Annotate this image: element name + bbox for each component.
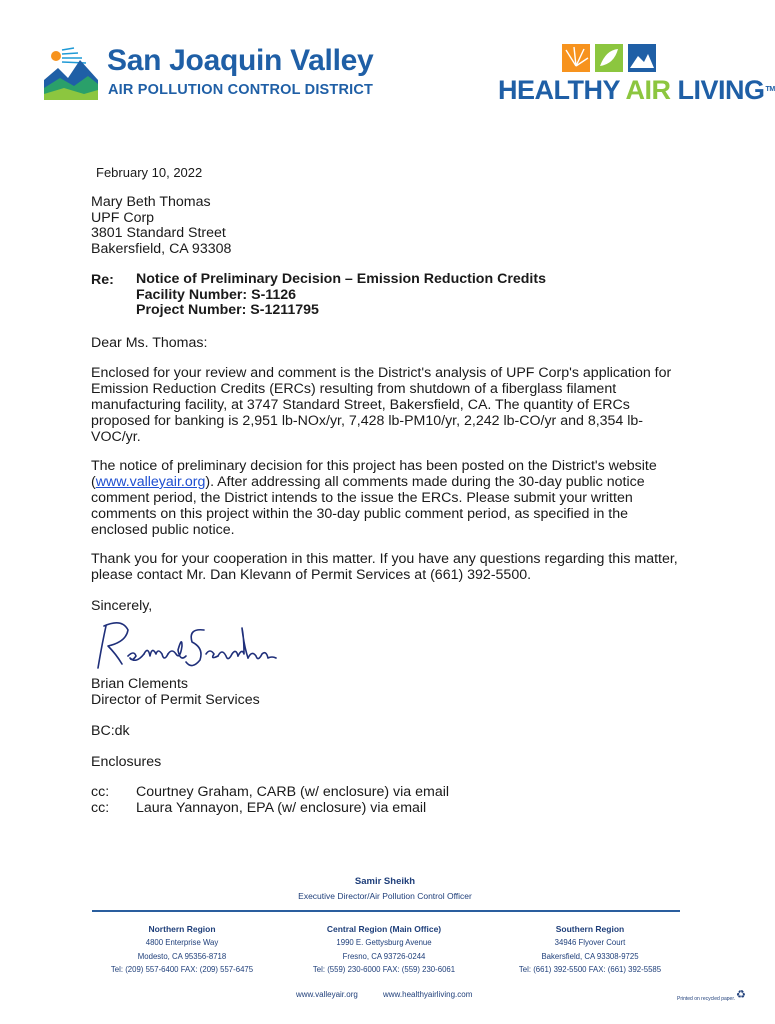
brand-word-healthy: HEALTHY <box>498 75 620 105</box>
region-address: 1990 E. Gettysburg Avenue <box>336 938 432 947</box>
website-valleyair[interactable]: www.valleyair.org <box>296 990 358 999</box>
brand-wordmark <box>498 76 775 104</box>
region-phone: Tel: (209) 557-6400 FAX: (209) 557-6475 <box>110 965 254 974</box>
recipient-line: Bakersfield, CA 93308 <box>91 241 232 258</box>
re-label: Re: <box>91 272 114 288</box>
recycled-paper-note: Printed on recycled paper. <box>677 996 736 1002</box>
executive-name: Samir Sheikh <box>354 876 416 887</box>
signer-title: Director of Permit Services <box>91 692 260 708</box>
brand-word-air: AIR <box>625 75 671 105</box>
paragraph-notice-text: ). After addressing all comments made during the 30-day public notice comment period, the District intends to the issue the ERCs. Please submit your written comments on this project within the 30-day public comment period, as specified in the enclosed public notice. <box>91 474 645 538</box>
handwritten-signature <box>92 616 282 676</box>
facility-number: Facility Number: S-1126 <box>136 286 297 303</box>
paragraph-contact: Thank you for your cooperation in this matter. If you have any questions regarding this matter, please contact Mr. Dan Klevann of Permit Services at (661) 392-5500. <box>91 551 678 583</box>
recipient-line: Mary Beth Thomas <box>91 194 211 210</box>
cc-recipient: Laura Yannayon, EPA (w/ enclosure) via email <box>136 799 427 816</box>
cc-label: cc: <box>91 799 110 816</box>
mountain-sun-icon <box>44 46 98 100</box>
region-name: Northern Region <box>148 924 216 934</box>
footer-divider <box>92 910 680 912</box>
recipient-line: 3801 Standard Street <box>91 225 226 242</box>
cc-label: cc: <box>91 784 110 800</box>
region-phone: Tel: (661) 392-5500 FAX: (661) 392-5585 <box>518 965 662 974</box>
district-logo <box>44 44 374 104</box>
paragraph-analysis: Enclosed for your review and comment is the District's analysis of UPF Corp's application for Emission Reduction Credits (ERCs) resulting from shutdown of a fiberglass filament manufacturing facility, at 3747 Standard Street, Bakersfield, CA. The quantity of ERCs proposed for banking is 2,951 lb-NOx/yr, 7,428 lb-PM10/yr, 2,242 lb-CO/yr and 8,354 lb-VOC/yr. <box>91 365 672 445</box>
district-subtitle: AIR POLLUTION CONTROL DISTRICT <box>108 82 374 98</box>
region-address: 4800 Enterprise Way <box>145 938 219 947</box>
cc-row <box>91 801 449 817</box>
brand-tiles-icon <box>562 44 658 72</box>
region-southern <box>490 923 690 977</box>
district-name: San Joaquin Valley <box>107 44 374 77</box>
paragraph-notice-text: The notice of preliminary decision for this project has been posted on the District's website ( <box>91 458 657 490</box>
region-name: Southern Region <box>555 924 625 934</box>
region-name: Central Region (Main Office) <box>326 924 442 934</box>
subject-block <box>136 272 546 319</box>
trademark: TM <box>765 86 775 93</box>
recipient-address <box>91 195 231 258</box>
region-phone: Tel: (559) 230-6000 FAX: (559) 230-6061 <box>312 965 456 974</box>
region-central <box>284 923 484 977</box>
website-healthyairliving[interactable]: www.healthyairliving.com <box>383 990 473 999</box>
closing: Sincerely, <box>91 598 153 614</box>
recipient-line: UPF Corp <box>91 209 155 226</box>
region-city: Fresno, CA 93726-0244 <box>342 951 426 961</box>
cc-row <box>91 785 449 801</box>
valleyair-link[interactable]: www.valleyair.org <box>95 474 206 490</box>
paragraph-notice <box>91 458 681 538</box>
letter-date: February 10, 2022 <box>96 165 203 180</box>
salutation: Dear Ms. Thomas: <box>91 335 208 351</box>
recycle-icon: ♻ <box>736 989 746 1001</box>
enclosures-note: Enclosures <box>91 754 162 770</box>
region-address: 34946 Flyover Court <box>554 938 626 947</box>
brand-word-living: LIVING <box>677 75 765 105</box>
subject-title: Notice of Preliminary Decision – Emission Reduction Credits <box>136 271 546 287</box>
cc-recipient: Courtney Graham, CARB (w/ enclosure) via email <box>136 784 450 800</box>
signer-block <box>91 676 260 708</box>
region-city: Modesto, CA 95356-8718 <box>137 951 227 961</box>
executive-title: Executive Director/Air Pollution Control Officer <box>298 891 472 901</box>
healthy-air-living-logo <box>496 44 775 105</box>
typist-initials: BC:dk <box>91 723 130 739</box>
project-number: Project Number: S-1211795 <box>136 302 319 319</box>
cc-list <box>91 785 449 816</box>
signer-name: Brian Clements <box>91 676 188 692</box>
region-northern <box>82 923 282 977</box>
region-city: Bakersfield, CA 93308-9725 <box>541 951 639 961</box>
